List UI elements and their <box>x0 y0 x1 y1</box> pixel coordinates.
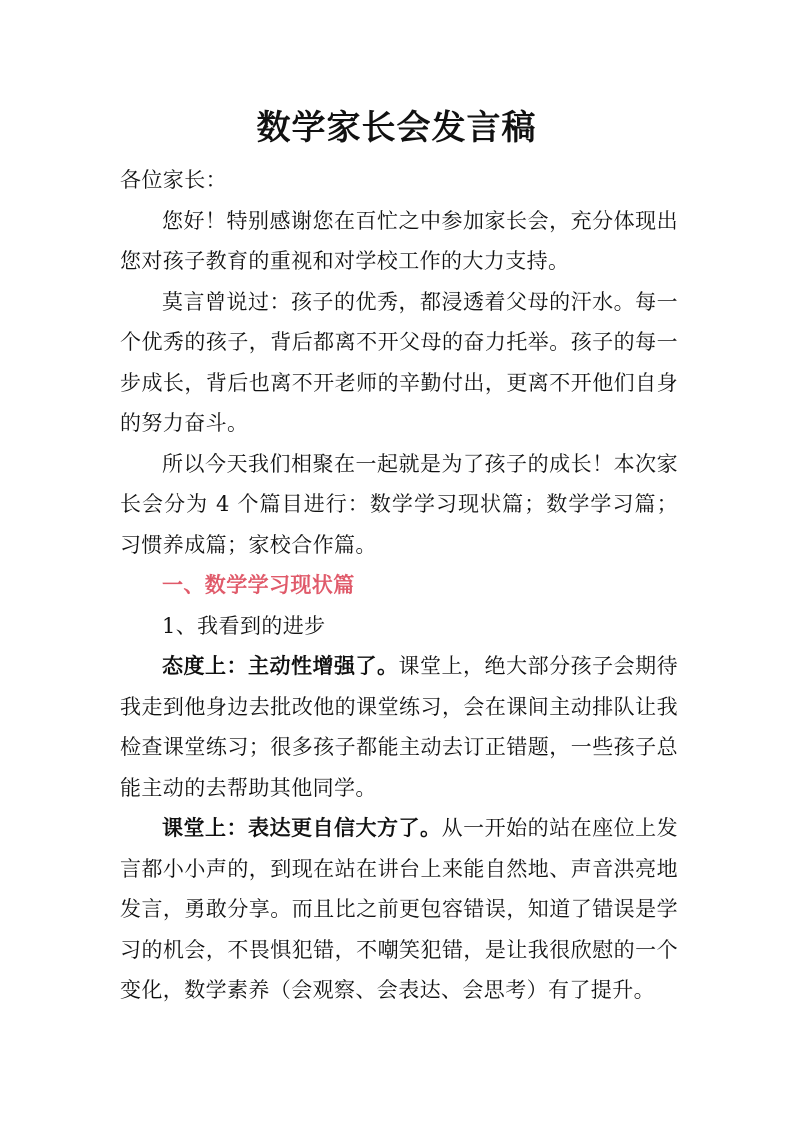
section-heading: 一、数学学习现状篇 <box>162 572 355 597</box>
paragraph-welcome: 您好！特别感谢您在百忙之中参加家长会，充分体现出您对孩子教育的重视和对学校工作的大力支持。 <box>120 208 678 273</box>
paragraph-attitude-lead: 态度上：主动性增强了。 <box>162 653 399 678</box>
paragraph-agenda: 所以今天我们相聚在一起就是为了孩子的成长！本次家长会分为 4 个篇目进行：数学学习现状篇；数学学习篇；习惯养成篇；家校合作篇。 <box>120 451 678 557</box>
document-title: 数学家长会发言稿 <box>256 108 537 148</box>
paragraph-classroom-lead: 课堂上：表达更自信大方了。 <box>162 815 442 840</box>
greeting: 各位家长： <box>120 168 227 192</box>
paragraph-classroom <box>120 808 678 1011</box>
paragraph-quote: 莫言曾说过：孩子的优秀，都浸透着父母的汗水。每一个优秀的孩子，背后都离不开父母的奋力托举。孩子的每一步成长，背后也离不开老师的辛勤付出，更离不开他们自身的努力奋斗。 <box>120 289 678 435</box>
subheading-progress: 1、我看到的进步 <box>162 613 326 638</box>
paragraph-classroom-text: 从一开始的站在座位上发言都小小声的，到现在站在讲台上来能自然地、声音洪亮地发言，勇敢分享。而且比之前更包容错误，知道了错误是学习的机会，不畏惧犯错，不嘲笑犯错，是让我很欣慰的一个变化，数学素养（会观察、会表达、会思考）有了提升。 <box>120 816 679 1002</box>
paragraph-attitude-text: 课堂上，绝大部分孩子会期待我走到他身边去批改他的课堂练习，会在课间主动排队让我检查课堂练习；很多孩子都能主动去订正错题，一些孩子总能主动的去帮助其他同学。 <box>120 654 678 800</box>
paragraph-attitude <box>120 646 678 808</box>
document-body <box>120 160 678 1011</box>
